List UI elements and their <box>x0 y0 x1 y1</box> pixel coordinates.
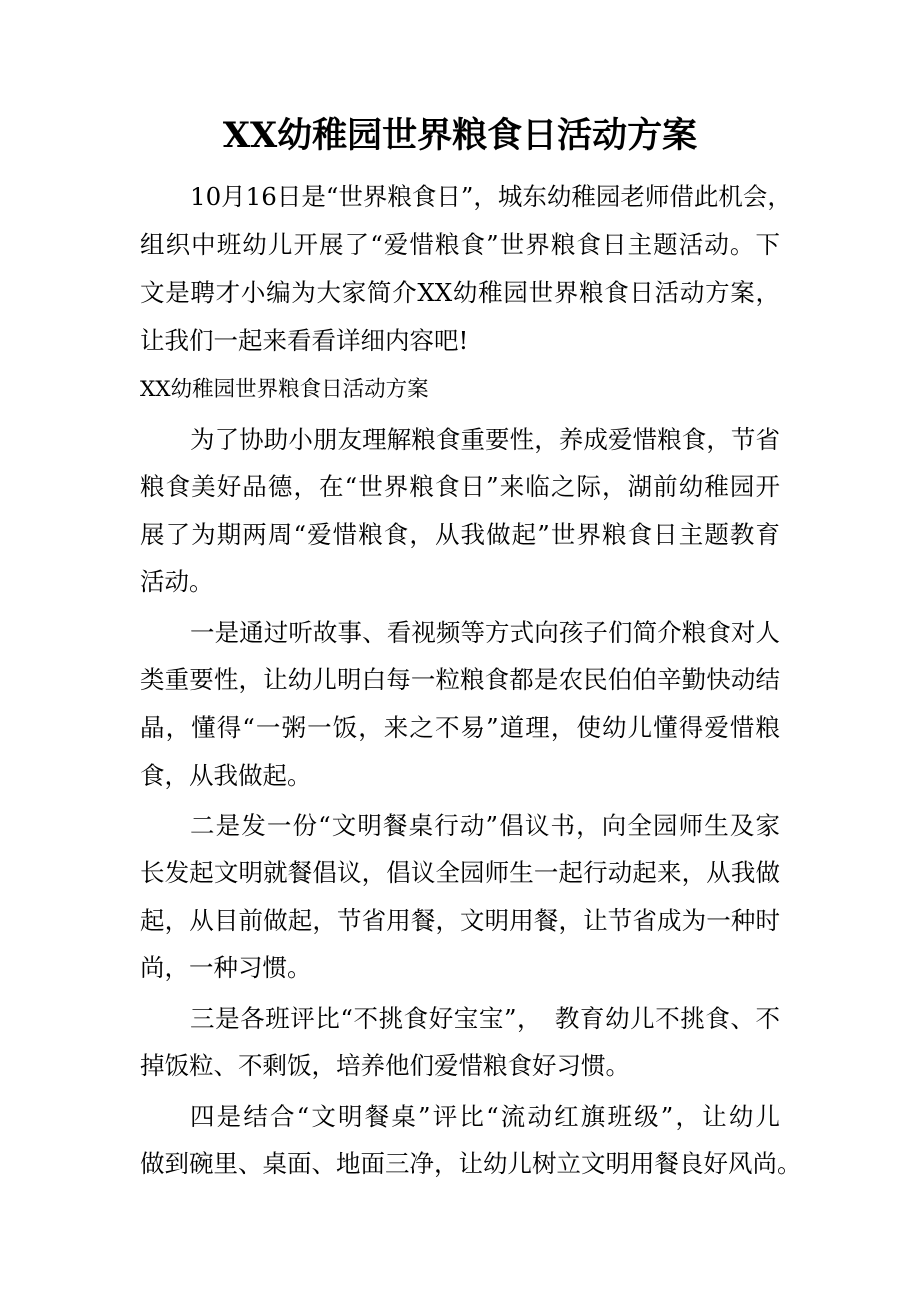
para1-line-4: 活动。 <box>140 567 214 596</box>
document-title: XX幼稚园世界粮食日活动方案 <box>222 115 698 156</box>
para4-line-2: 掉饭粒、不剩饭，培养他们爱惜粮食好习惯。 <box>140 1051 630 1080</box>
para3-line-1: 二是发一份“文明餐桌行动”倡议书，向全园师生及家 <box>190 811 780 840</box>
section-subheading: XX幼稚园世界粮食日活动方案 <box>140 377 429 402</box>
para3-line-4: 尚，一种习惯。 <box>140 953 312 982</box>
para2-line-3: 晶，懂得“一粥一饭，来之不易”道理，使幼儿懂得爱惜粮 <box>140 713 780 742</box>
para1-line-1: 为了协助小朋友理解粮食重要性，养成爱惜粮食，节省 <box>190 425 780 454</box>
para2-line-1: 一是通过听故事、看视频等方式向孩子们简介粮食对人 <box>190 618 780 647</box>
para3-line-2: 长发起文明就餐倡议，倡议全园师生一起行动起来，从我做 <box>140 858 780 887</box>
para5-line-2: 做到碗里、桌面、地面三净，让幼儿树立文明用餐良好风尚。 <box>140 1149 802 1178</box>
para2-line-4: 食，从我做起。 <box>140 761 312 790</box>
intro-line-2: 组织中班幼儿开展了“爱惜粮食”世界粮食日主题活动。下 <box>140 230 780 259</box>
para1-line-2: 粮食美好品德，在“世界粮食日”来临之际，湖前幼稚园开 <box>140 472 780 501</box>
intro-line-3: 文是聘才小编为大家简介XX幼稚园世界粮食日活动方案， <box>140 278 780 307</box>
para3-line-3: 起，从目前做起，节省用餐，文明用餐，让节省成为一种时 <box>140 906 780 935</box>
para1-line-3: 展了为期两周“爱惜粮食，从我做起”世界粮食日主题教育 <box>140 520 780 549</box>
para5-line-1: 四是结合“文明餐桌”评比“流动红旗班级”，让幼儿 <box>190 1102 780 1131</box>
para4-line-1: 三是各班评比“不挑食好宝宝”， 教育幼儿不挑食、不 <box>190 1004 780 1033</box>
intro-line-4: 让我们一起来看看详细内容吧! <box>140 326 469 355</box>
para2-line-2: 类重要性，让幼儿明白每一粒粮食都是农民伯伯辛勤快动结 <box>140 665 780 694</box>
intro-line-1: 10月16日是“世界粮食日”，城东幼稚园老师借此机会， <box>190 182 792 211</box>
